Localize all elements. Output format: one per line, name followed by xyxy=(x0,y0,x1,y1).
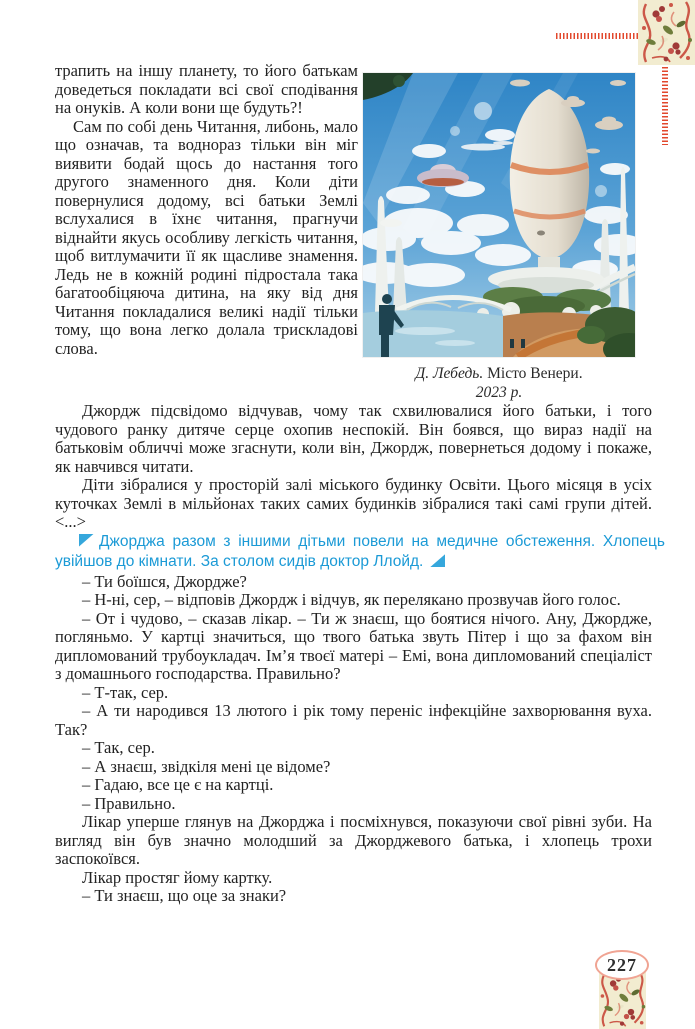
dialogue-line: – А знаєш, звідкіля мені це відоме? xyxy=(82,756,331,776)
page-content xyxy=(55,61,665,906)
dialogue-line: – От і чудово, – сказав лікар. – Ти ж знаєш, що боятися нічого. Ану, Джордже, погляньмо. У картці значиться, що твого батька звуть Пітер і що за фахом він дипломований трубоукладач. Ім’я твоєї матері – Емі, вона дипломований спеціаліст з домашнього господарства. Правильно? xyxy=(55,608,652,683)
insert-end-marker-icon xyxy=(430,554,445,567)
page-number-badge xyxy=(595,950,649,980)
narration-paragraph: Лікар простяг йому картку. xyxy=(82,867,273,887)
dialogue-line: – Гадаю, все це є на картці. xyxy=(82,775,274,794)
left-text-column xyxy=(55,62,358,358)
dialogue-line: – Ти знаєш, що оце за знаки? xyxy=(82,886,287,905)
two-column-block xyxy=(55,62,652,402)
dialogue-line: – Ти боїшся, Джордже? xyxy=(82,571,247,591)
dialogue-line: – Правильно. xyxy=(82,793,176,813)
dialogue-line: – Т-так, сер. xyxy=(82,682,169,702)
figure-caption xyxy=(363,364,635,402)
story-paragraph: Діти зібралися у просторій залі міського будинку Освіти. Цього місяця в усіх куточках Землі в мільйонах таких самих будинків зібралися такі самі групи дітей. <...> xyxy=(55,475,652,531)
narration-paragraph: Лікар уперше глянув на Джорджа і посміхнувся, показуючи свої рівні зуби. На вигляд він був значно молодший за Джорджевого батька, і хлопець трохи заспокоївся. xyxy=(55,812,652,868)
dialogue-line: – А ти народився 13 лютого і рік тому переніс інфекційне захворювання вуха. Так? xyxy=(55,701,652,739)
story-paragraph: трапить на іншу планету, то його батькам доведеться покладати всі свої сподівання на онуків. А коли вони ще будуть?! xyxy=(55,61,358,117)
page-number: 227 xyxy=(607,955,637,975)
story-paragraph: Сам по собі день Читання, либонь, мало що означав, та воднораз тільки він міг виявити бодай щось до настання того другого знаменного дня. Коли діти повернулися додому, всі батьки Землі вслухалися в їхнє читання, прагнучи віднайти якусь особливу легкість читання, щоб витлумачити її як щасливе знамення. Ледь не в кожній родині підростала така багатообіцяюча дитина, на яку від дня Читання покладалися великі надії тільки тому, що вона легко долала трискладові слова. xyxy=(55,116,358,358)
caption-year: 2023 р. xyxy=(475,384,523,401)
caption-title: Місто Венери. xyxy=(487,365,583,382)
folk-ornament-top-icon xyxy=(638,0,695,65)
insert-start-marker-icon xyxy=(79,534,94,547)
dialogue-line: – Н-ні, сер, – відповів Джордж і відчув, як перелякано прозвучав його голос. xyxy=(82,590,621,609)
red-dashed-rule-horizontal xyxy=(556,33,640,39)
story-paragraph: Джордж підсвідомо відчував, чому так схвилювалися його батьки, і того чудового ранку дитяче серце охопив неспокій. Він боявся, що вираз надії на батьковім обличчі може згаснути, коли він, Джордж, повернеться додому і покаже, як навчився читати. xyxy=(55,401,652,476)
caption-artist: Д. Лебедь. xyxy=(415,365,484,382)
figure xyxy=(363,73,635,402)
red-dashed-rule-vertical xyxy=(662,67,668,145)
stage-direction-text: Джорджа разом з іншими дітьми повели на медичне обстеження. Хлопець увійшов до кімнати. За столом сидів доктор Ллойд. xyxy=(55,532,665,570)
dialogue-line: – Так, сер. xyxy=(82,738,155,757)
city-of-venus-painting xyxy=(363,73,635,357)
stage-direction xyxy=(55,532,665,573)
